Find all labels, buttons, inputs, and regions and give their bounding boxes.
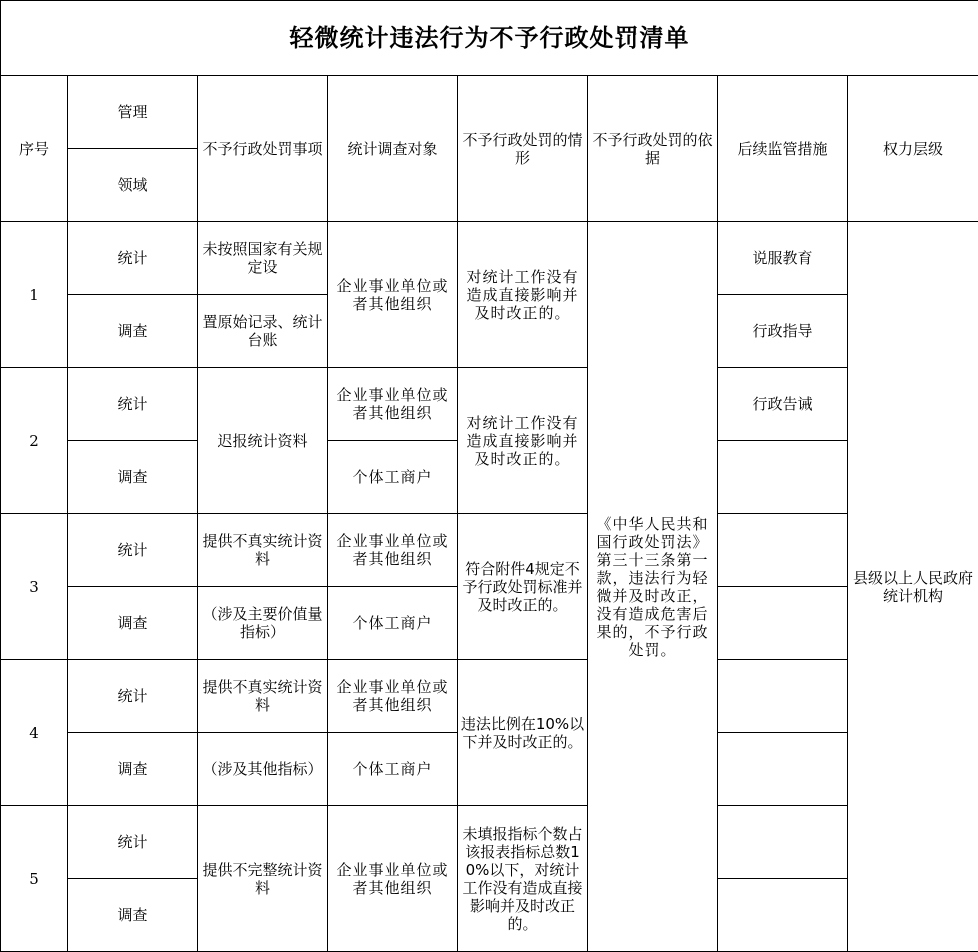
header-basis: 不予行政处罚的依据 <box>588 76 718 222</box>
row-5-situation: 未填报指标个数占该报表指标总数10%以下，对统计工作没有造成直接影响并及时改正的。 <box>458 806 588 952</box>
basis-text: 《中华人民共和国行政处罚法》第三十三条第一款，违法行为轻微并及时改正，没有造成危害后果的，不予行政处罚。 <box>588 222 718 952</box>
row-1-domain-stat: 统计 <box>68 222 198 295</box>
row-1-domain-survey: 调查 <box>68 295 198 368</box>
row-1-item-a: 未按照国家有关规定设 <box>198 222 328 295</box>
row-2-seq: 2 <box>1 368 68 514</box>
row-3-target-b: 个体工商户 <box>328 587 458 660</box>
measure-empty-4 <box>718 660 848 733</box>
row-4-domain-survey: 调查 <box>68 733 198 806</box>
header-target: 统计调查对象 <box>328 76 458 222</box>
row-1-seq: 1 <box>1 222 68 368</box>
row-2-domain-stat: 统计 <box>68 368 198 441</box>
row-3-target-a: 企业事业单位或者其他组织 <box>328 514 458 587</box>
measure-empty-7 <box>718 879 848 952</box>
row-3-domain-survey: 调查 <box>68 587 198 660</box>
document-title: 轻微统计违法行为不予行政处罚清单 <box>1 1 978 76</box>
header-item: 不予行政处罚事项 <box>198 76 328 222</box>
row-5-domain-stat: 统计 <box>68 806 198 879</box>
measure-empty-1 <box>718 441 848 514</box>
header-situation: 不予行政处罚的情形 <box>458 76 588 222</box>
row-4-item-a: 提供不真实统计资料 <box>198 660 328 733</box>
header-seq: 序号 <box>1 76 68 222</box>
row-3-situation: 符合附件4规定不予行政处罚标准并及时改正的。 <box>458 514 588 660</box>
row-1-target: 企业事业单位或者其他组织 <box>328 222 458 368</box>
row-4-item-b: （涉及其他指标） <box>198 733 328 806</box>
authority-text: 县级以上人民政府统计机构 <box>848 222 978 952</box>
measure-warning: 行政告诫 <box>718 368 848 441</box>
row-3-item-a: 提供不真实统计资料 <box>198 514 328 587</box>
row-4-target-b: 个体工商户 <box>328 733 458 806</box>
row-1-situation: 对统计工作没有造成直接影响并及时改正的。 <box>458 222 588 368</box>
header-measures: 后续监管措施 <box>718 76 848 222</box>
header-authority: 权力层级 <box>848 76 978 222</box>
row-2-situation: 对统计工作没有造成直接影响并及时改正的。 <box>458 368 588 514</box>
header-domain-top: 管理 <box>68 76 198 149</box>
row-4-target-a: 企业事业单位或者其他组织 <box>328 660 458 733</box>
row-5-seq: 5 <box>1 806 68 952</box>
header-domain-bottom: 领域 <box>68 149 198 222</box>
row-3-seq: 3 <box>1 514 68 660</box>
row-5-target: 企业事业单位或者其他组织 <box>328 806 458 952</box>
measure-empty-3 <box>718 587 848 660</box>
row-5-item: 提供不完整统计资料 <box>198 806 328 952</box>
row-2-target-b: 个体工商户 <box>328 441 458 514</box>
row-5-domain-survey: 调查 <box>68 879 198 952</box>
row-3-item-b: （涉及主要价值量指标） <box>198 587 328 660</box>
measure-guidance: 行政指导 <box>718 295 848 368</box>
row-4-situation: 违法比例在10%以下并及时改正的。 <box>458 660 588 806</box>
measure-empty-2 <box>718 514 848 587</box>
row-2-domain-survey: 调查 <box>68 441 198 514</box>
row-3-domain-stat: 统计 <box>68 514 198 587</box>
row-4-seq: 4 <box>1 660 68 806</box>
measure-persuasion: 说服教育 <box>718 222 848 295</box>
measure-empty-5 <box>718 733 848 806</box>
row-1-item-b: 置原始记录、统计台账 <box>198 295 328 368</box>
row-2-item: 迟报统计资料 <box>198 368 328 514</box>
row-2-target-a: 企业事业单位或者其他组织 <box>328 368 458 441</box>
row-4-domain-stat: 统计 <box>68 660 198 733</box>
measure-empty-6 <box>718 806 848 879</box>
